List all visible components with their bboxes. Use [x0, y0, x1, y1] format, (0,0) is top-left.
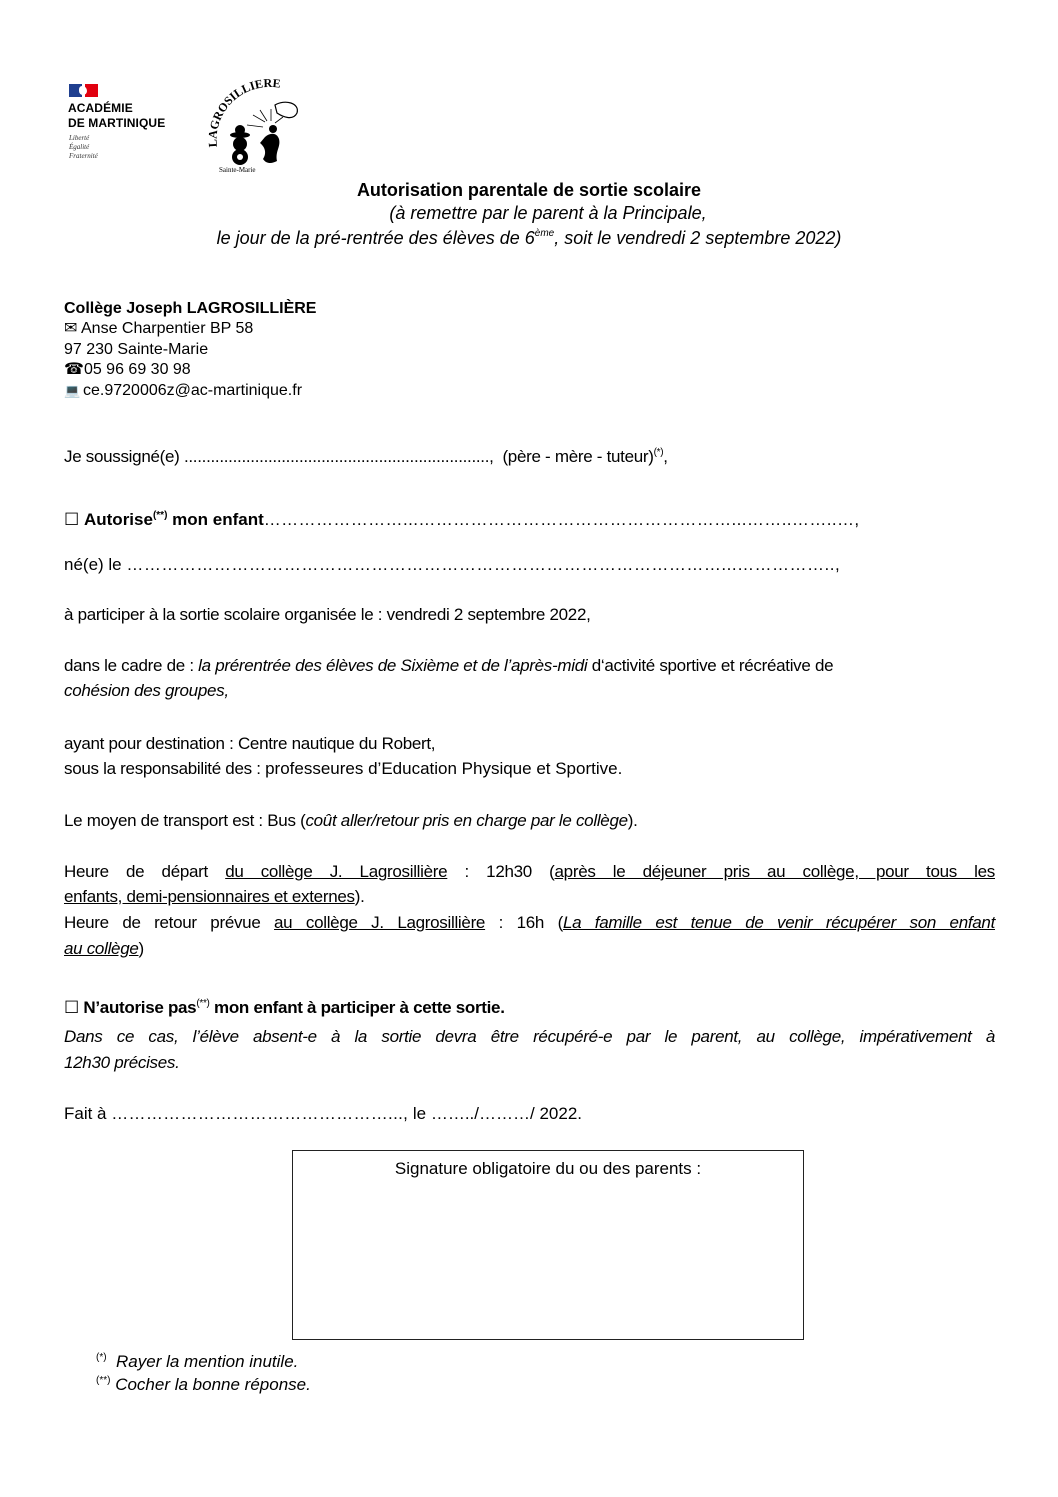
- school-logo: [205, 77, 320, 175]
- place-field[interactable]: …………………………………………...,: [111, 1104, 409, 1123]
- title-subtitle-line2: le jour de la pré-rentrée des élèves de 6ème, soit le vendredi 2 septembre 2022): [216, 228, 842, 248]
- birthdate-field[interactable]: …………………………………………………………………………………………...……………..,: [126, 555, 841, 574]
- transport-text: Le moyen de transport est : Bus (coût aller/retour pris en charge par le collège).: [64, 811, 638, 830]
- responsabilite-text: sous la responsabilité des : professeures d’Education Physique et Sportive.: [64, 759, 623, 778]
- footnote-2: (**) Cocher la bonne réponse.: [96, 1375, 311, 1394]
- retour-line1: Heure de retour prévue au collège J. Lagrosillière : 16h (La famille est tenue de venir récupérer son enfant: [64, 913, 996, 932]
- motto-liberte: Liberté: [69, 134, 90, 142]
- signature-box[interactable]: [292, 1150, 804, 1340]
- cadre-line1: dans le cadre de : la prérentrée des élèves de Sixième et de l’après-midi d‘activité sportive et récréative de: [64, 656, 834, 675]
- school-email: 💻 ce.9720006z@ac-martinique.fr: [64, 382, 303, 399]
- academy-name: [68, 101, 165, 131]
- title-subtitle-line1: (à remettre par le parent à la Principale,: [389, 203, 707, 223]
- sortie-date-text: à participer à la sortie scolaire organisée le : vendredi 2 septembre 2022,: [64, 605, 591, 624]
- school-address: ✉ Anse Charpentier BP 58: [64, 320, 254, 337]
- school-city: 97 230 Sainte-Marie: [64, 341, 209, 358]
- svg-text:Sainte-Marie: Sainte-Marie: [219, 166, 256, 174]
- page-title: Autorisation parentale de sortie scolaire: [356, 180, 702, 200]
- retour-line2: au collège): [64, 939, 144, 958]
- depart-line1: Heure de départ du collège J. Lagrosillière : 12h30 (après le déjeuner pris au collège, pour tous les: [64, 862, 995, 881]
- marianne-flag-logo: [69, 84, 98, 97]
- footnote-1: (*) Rayer la mention inutile.: [96, 1352, 299, 1371]
- svg-text:LAGROSILLIERE: LAGROSILLIERE: [205, 77, 282, 148]
- date-field[interactable]: le ……../………/ 2022.: [408, 1104, 582, 1123]
- envelope-icon: ✉: [64, 320, 78, 337]
- academy-line2: DE MARTINIQUE: [68, 116, 166, 130]
- soussigne-line: Je soussigné(e) ....................................................................., (père - mère - tuteur)(*),: [64, 447, 668, 466]
- school-name: Collège Joseph LAGROSILLIÈRE: [64, 300, 317, 317]
- academy-line1: ACADÉMIE: [68, 101, 133, 115]
- birthdate-line: né(e) le …………………………………………………………………………………………...……………..,: [64, 555, 841, 574]
- absent-line1: Dans ce cas, l’élève absent-e à la sortie devra être récupéré-e par le parent, au collège, impérativement à: [64, 1027, 995, 1046]
- destination-text: ayant pour destination : Centre nautique du Robert,: [64, 734, 436, 753]
- autorise-checkbox[interactable]: ☐: [64, 510, 80, 529]
- motto-fraternite: Fraternité: [69, 152, 98, 160]
- parent-name-field[interactable]: .....................................................................,: [183, 447, 494, 466]
- computer-icon: 💻: [64, 383, 81, 398]
- signature-label: Signature obligatoire du ou des parents :: [394, 1159, 702, 1178]
- school-phone: ☎05 96 69 30 98: [64, 361, 191, 378]
- child-name-field[interactable]: ……………………...………………………………………………...……..……..…,: [263, 510, 860, 529]
- motto-egalite: Égalité: [69, 143, 90, 151]
- telephone-icon: ☎: [64, 361, 84, 378]
- nautorise-line: ☐ N’autorise pas(**) mon enfant à participer à cette sortie.: [64, 998, 505, 1017]
- depart-line2: enfants, demi-pensionnaires et externes).: [64, 887, 365, 906]
- autorise-line: ☐ Autorise(**) mon enfant……………………...………………………………………………...……..……..…,: [64, 510, 860, 529]
- republic-motto: [69, 134, 98, 161]
- nautorise-checkbox[interactable]: ☐: [64, 998, 79, 1017]
- absent-line2: 12h30 précises.: [64, 1053, 180, 1072]
- fait-a-line: Fait à …………………………………………..., le ……../………/ 2022.: [64, 1104, 582, 1123]
- cadre-line2: cohésion des groupes,: [64, 681, 229, 700]
